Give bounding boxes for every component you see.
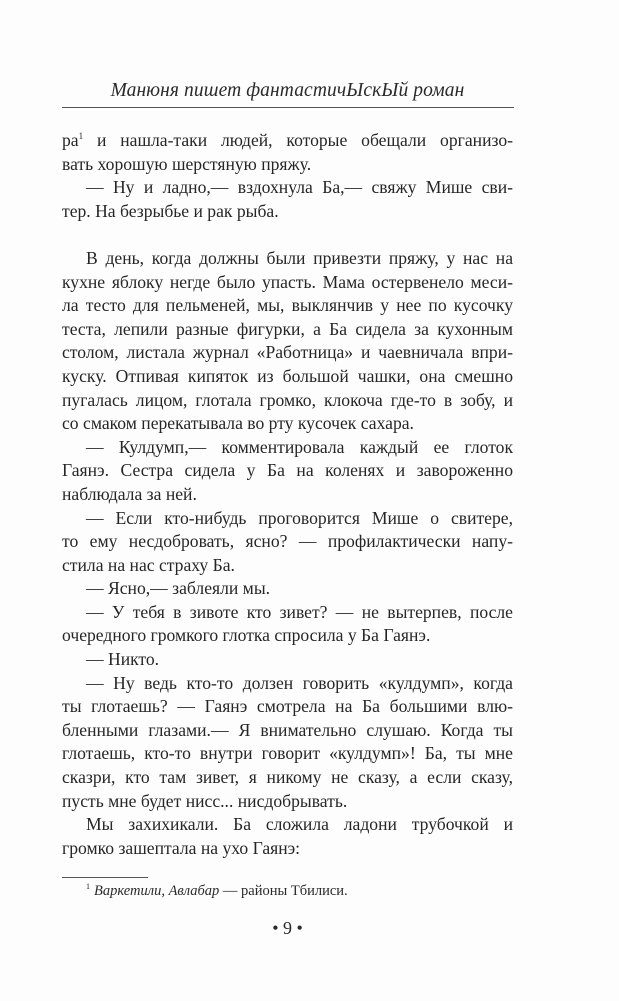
running-head: Манюня пишет фантастичЫскЫй роман xyxy=(110,80,465,101)
page-number: • 9 • xyxy=(272,918,303,938)
header-rule xyxy=(62,107,514,108)
text-line: сказри, кто там зивет, я никому не сказу, а если сказу, xyxy=(62,767,513,788)
footnote-italic: Варкетили, Авлабар xyxy=(94,883,220,899)
footnote-text: — районы Тбилиси. xyxy=(219,883,348,899)
text-line: — Ясно,— заблеяли мы. xyxy=(86,578,271,599)
text-line: — Никто. xyxy=(86,649,160,670)
text-line: столом, листала журнал «Работница» и чаевничала впри- xyxy=(62,342,513,363)
text-line: Гаянэ. Сестра сидела у Ба на коленях и завороженно xyxy=(62,460,513,481)
text-line: очередного громкого глотка спросила у Ба Гаянэ. xyxy=(62,625,431,646)
text-line: — Если кто-нибудь проговорится Мише о свитере, xyxy=(86,507,513,528)
text-line: тер. На безрыбье и рак рыба. xyxy=(62,200,279,221)
text-line: вать хорошую шерстяную пряжу. xyxy=(62,153,312,174)
text-line: пугалась лицом, глотала громко, клокоча где-то в зобу, и xyxy=(62,389,513,410)
text-line: громко зашептала на ухо Гаянэ: xyxy=(62,837,301,858)
text-line: — Ну ведь кто-то долзен говорить «кулдумп», когда xyxy=(86,672,513,693)
text-line: бленными глазами.— Я внимательно слушаю. Когда ты xyxy=(62,719,513,740)
text-line: то ему несдобровать, ясно? — профилактически напу- xyxy=(62,531,513,552)
text-line: глотаешь, кто-то внутри говорит «кулдумп»! Ба, ты мне xyxy=(62,743,513,764)
text-line: наблюдала за ней. xyxy=(62,483,197,504)
text-line: стила на нас страху Ба. xyxy=(62,554,235,575)
footnote-number: 1 xyxy=(86,882,90,891)
text-line: — У тебя в зивоте кто зивет? — не вытерпев, после xyxy=(86,601,513,622)
text-line: ты глотаешь? — Гаянэ смотрела на Ба большими влю- xyxy=(62,696,513,717)
text-line: теста, лепили разные фигурки, а Ба сидела за кухонным xyxy=(62,318,513,339)
text-line: куску. Отпивая кипяток из большой чашки, она смешно xyxy=(62,365,513,386)
text-line: кухне яблоку негде было упасть. Мама остервенело меси- xyxy=(62,271,513,292)
text-line: — Кулдумп,— комментировала каждый ее глоток xyxy=(86,436,513,457)
paragraph-gap xyxy=(62,223,513,247)
text-line: Мы захихикали. Ба сложила ладони трубочкой и xyxy=(86,814,513,835)
body-text xyxy=(62,129,513,860)
footnote-rule xyxy=(62,877,148,878)
text-line: В день, когда должны были привезти пряжу, у нас на xyxy=(86,247,513,268)
text-line: ла тесто для пельменей, мы, выклянчив у нее по кусочку xyxy=(62,295,513,316)
footnote xyxy=(86,883,348,900)
text-line: со смаком перекатывала во рту кусочек сахара. xyxy=(62,413,414,434)
text-line: пусть мне будет нисс... нисдобрывать. xyxy=(62,790,348,811)
footnote-reference: 1 xyxy=(78,131,84,141)
text-line: — Ну и ладно,— вздохнула Ба,— свяжу Мише сви- xyxy=(86,177,513,198)
text-line: $ра^1$ и нашла-таки людей, которые обещали организо- xyxy=(62,130,513,150)
